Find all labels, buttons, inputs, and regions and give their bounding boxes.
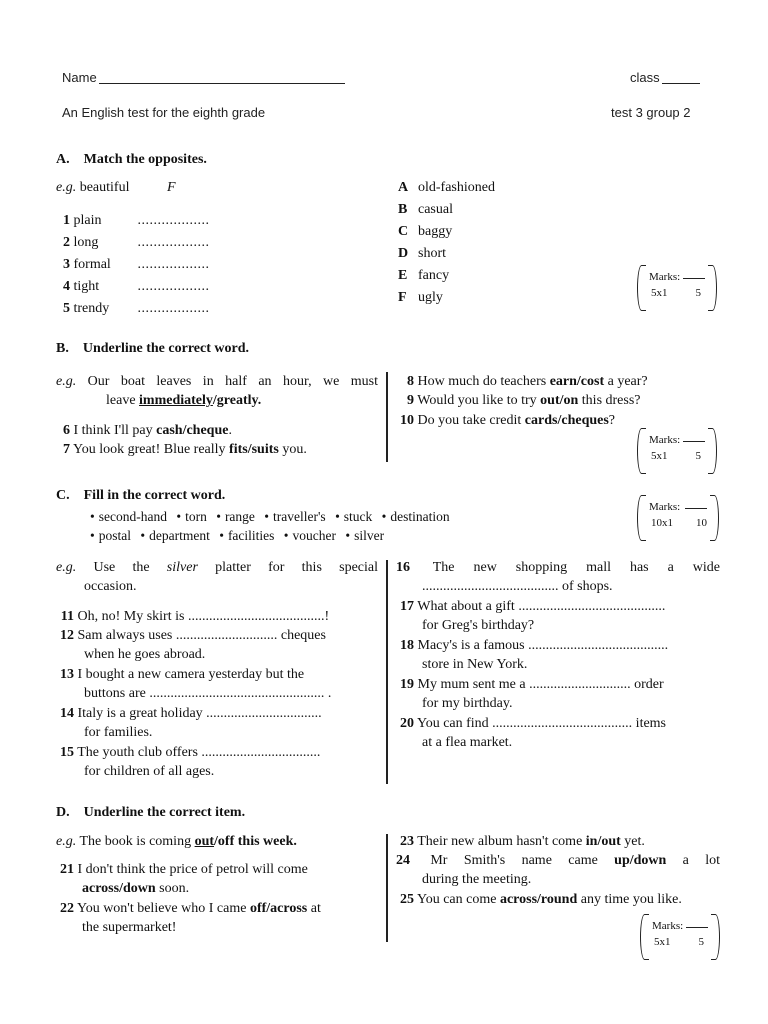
example-word: beautiful xyxy=(79,180,130,195)
question-text: soon. xyxy=(155,881,190,896)
question-20 xyxy=(396,714,720,752)
question-24 xyxy=(396,851,720,889)
question-text[interactable]: Italy is a great holiday ................................. xyxy=(77,706,322,721)
item-number: 1 xyxy=(63,213,70,228)
item-number: 16 xyxy=(396,560,410,575)
item-number: 10 xyxy=(400,413,414,428)
option-item xyxy=(398,265,495,287)
section-b-example xyxy=(56,372,378,410)
left-bracket xyxy=(637,428,646,474)
question-text[interactable]: You can find ........................................ items xyxy=(416,716,667,731)
question-text[interactable]: Sam always uses ............................. cheques xyxy=(77,628,326,643)
question-25 xyxy=(396,890,726,909)
question-text[interactable]: Oh, no! My skirt is .......................................! xyxy=(77,609,330,624)
option-word: ugly xyxy=(418,290,443,305)
question-text: I don't think the price of petrol will come xyxy=(77,862,308,877)
option-item xyxy=(398,287,495,309)
marks-formula: 5x1 xyxy=(654,936,671,948)
question-text: ? xyxy=(608,413,616,428)
question-18 xyxy=(396,636,720,674)
question-text: store in New York. xyxy=(422,657,528,672)
marks-total: 10 xyxy=(696,517,707,529)
word-choice[interactable]: cards/cheques xyxy=(524,413,609,428)
question-text: I bought a new camera yesterday but the xyxy=(77,667,305,682)
marks-label: Marks: xyxy=(652,920,684,932)
answer-blank[interactable]: .................. xyxy=(137,279,210,294)
section-letter: A. xyxy=(56,152,70,167)
section-a-options xyxy=(398,177,495,309)
word-choice[interactable]: out/on xyxy=(540,393,579,408)
marks-formula: 5x1 xyxy=(651,287,668,299)
column-divider xyxy=(386,560,388,784)
option-letter: B xyxy=(398,202,408,217)
question-10 xyxy=(396,411,615,430)
item-number: 17 xyxy=(400,599,414,614)
section-title: Underline the correct item. xyxy=(83,805,246,820)
right-bracket xyxy=(710,495,719,541)
question-text: I think I'll pay xyxy=(73,423,157,438)
question-text[interactable]: buttons are .................................................. . xyxy=(84,686,332,701)
section-letter: B. xyxy=(56,341,69,356)
option-item xyxy=(398,243,495,265)
item-number: 13 xyxy=(60,667,74,682)
name-field[interactable] xyxy=(62,70,345,85)
question-7 xyxy=(56,440,307,459)
question-23 xyxy=(396,832,720,851)
eg-label: e.g. xyxy=(56,374,77,389)
option-word: baggy xyxy=(418,224,453,239)
item-number: 23 xyxy=(400,834,414,849)
word-choice[interactable]: across/down xyxy=(82,881,156,896)
example-text: /greatly. xyxy=(212,393,262,408)
class-field[interactable] xyxy=(630,70,700,85)
question-text[interactable]: ....................................... of shops. xyxy=(422,579,613,594)
item-number: 12 xyxy=(60,628,74,643)
item-number: 18 xyxy=(400,638,414,653)
word-bank-row-2 xyxy=(90,526,390,545)
section-d-example xyxy=(56,832,297,851)
item-number: 11 xyxy=(60,609,74,624)
item-number: 14 xyxy=(60,706,74,721)
item-number: 7 xyxy=(63,442,70,457)
eg-label: e.g. xyxy=(56,180,77,195)
class-label: class xyxy=(630,70,660,85)
example-answer: F xyxy=(166,180,176,195)
left-bracket xyxy=(637,495,646,541)
marks-label: Marks: xyxy=(649,501,681,513)
eg-label: e.g. xyxy=(56,834,77,849)
marks-total: 5 xyxy=(695,287,701,299)
section-letter: C. xyxy=(56,488,70,503)
example-text: /off this week. xyxy=(214,834,297,849)
question-text: . xyxy=(228,423,232,438)
question-text: during the meeting. xyxy=(422,872,532,887)
option-letter: E xyxy=(398,268,408,283)
eg-label: e.g. xyxy=(56,560,77,575)
question-14 xyxy=(56,704,378,742)
marks-score-line[interactable] xyxy=(686,927,708,928)
question-text: the supermarket! xyxy=(82,920,177,935)
option-item xyxy=(398,177,495,199)
marks-formula: 10x1 xyxy=(651,517,673,529)
item-number: 8 xyxy=(407,374,414,389)
question-text[interactable]: Macy's is a famous ........................................ xyxy=(417,638,669,653)
question-text: You look great! Blue really xyxy=(72,442,230,457)
answer-blank[interactable]: .................. xyxy=(137,235,210,250)
list-item xyxy=(56,210,210,232)
marks-box xyxy=(637,428,717,472)
marks-label: Marks: xyxy=(649,434,681,446)
question-text: at a flea market. xyxy=(422,735,513,750)
question-text[interactable]: My mum sent me a ............................. order xyxy=(417,677,664,692)
word-bank-row-1 xyxy=(90,507,456,526)
section-c-example xyxy=(56,558,378,596)
option-letter: A xyxy=(398,180,409,195)
example-line xyxy=(56,391,378,410)
example-text: The book is coming xyxy=(79,834,195,849)
column-divider xyxy=(386,372,388,462)
right-bracket xyxy=(711,914,720,960)
question-21 xyxy=(56,860,378,898)
item-number: 25 xyxy=(400,892,414,907)
question-text[interactable]: The youth club offers .................................. xyxy=(77,745,321,760)
question-6 xyxy=(56,421,232,440)
option-letter: F xyxy=(398,290,407,305)
test-subtitle: An English test for the eighth grade xyxy=(62,105,266,120)
item-word: plain xyxy=(73,213,102,228)
item-word: tight xyxy=(73,279,100,294)
word-bank-item: • range xyxy=(216,507,255,526)
word-bank-item: • stuck xyxy=(335,507,372,526)
marks-label: Marks: xyxy=(649,271,681,283)
marks-formula: 5x1 xyxy=(651,450,668,462)
word-choice[interactable]: off/across xyxy=(249,901,308,916)
item-number: 6 xyxy=(63,423,70,438)
question-text: for families. xyxy=(84,725,153,740)
section-title: Underline the correct word. xyxy=(82,341,249,356)
section-letter: D. xyxy=(56,805,70,820)
question-text: at xyxy=(307,901,321,916)
item-number: 20 xyxy=(400,716,414,731)
class-line xyxy=(662,83,700,84)
question-text: for Greg's birthday? xyxy=(422,618,535,633)
name-label: Name xyxy=(62,70,97,85)
marks-score-line[interactable] xyxy=(683,441,705,442)
right-bracket xyxy=(708,265,717,311)
section-d-heading xyxy=(56,805,245,821)
list-item xyxy=(56,232,210,254)
option-word: casual xyxy=(418,202,453,217)
word-choice[interactable]: cash/cheque xyxy=(156,423,229,438)
example-answer: silver xyxy=(166,560,198,575)
word-bank-item: • destination xyxy=(382,507,450,526)
left-bracket xyxy=(640,914,649,960)
word-choice[interactable]: fits/suits xyxy=(229,442,279,457)
list-item xyxy=(56,254,210,276)
item-number: 3 xyxy=(63,257,70,272)
answer-blank[interactable]: .................. xyxy=(137,301,210,316)
answer-blank[interactable]: .................. xyxy=(137,257,210,272)
question-text[interactable]: What about a gift .......................................... xyxy=(417,599,666,614)
section-a-items xyxy=(56,210,210,320)
example-text: Use the xyxy=(93,560,167,575)
word-bank-item: • department xyxy=(140,526,209,545)
word-bank-item: • postal xyxy=(90,526,131,545)
word-choice[interactable]: across/round xyxy=(499,892,578,907)
question-text: a lot xyxy=(666,853,721,868)
item-number: 22 xyxy=(60,901,74,916)
item-number: 9 xyxy=(407,393,414,408)
word-bank-item: • second-hand xyxy=(90,507,167,526)
example-line xyxy=(56,372,378,391)
question-11 xyxy=(56,607,378,626)
example-text: Our boat leaves in half an hour, we must xyxy=(87,374,378,389)
item-number: 5 xyxy=(63,301,70,316)
question-12 xyxy=(56,626,378,664)
question-9 xyxy=(396,391,641,410)
item-number: 15 xyxy=(60,745,74,760)
example-line: occasion. xyxy=(84,579,137,594)
underlined-answer: out xyxy=(194,834,215,849)
question-text: Do you take credit xyxy=(417,413,525,428)
option-letter: D xyxy=(398,246,409,261)
question-16 xyxy=(396,558,720,596)
word-bank-item: • voucher xyxy=(284,526,336,545)
word-bank-item: • silver xyxy=(345,526,384,545)
question-text: you. xyxy=(278,442,307,457)
word-bank-item: • torn xyxy=(176,507,206,526)
question-text: How much do teachers xyxy=(417,374,550,389)
option-word: old-fashioned xyxy=(418,180,495,195)
item-number: 19 xyxy=(400,677,414,692)
answer-blank[interactable]: .................. xyxy=(137,213,210,228)
name-line xyxy=(99,83,345,84)
list-item xyxy=(56,298,210,320)
item-word: long xyxy=(73,235,99,250)
marks-box xyxy=(637,495,719,539)
question-text: for children of all ages. xyxy=(84,764,215,779)
item-number: 2 xyxy=(63,235,70,250)
question-text: Their new album hasn't come xyxy=(417,834,586,849)
word-bank-item: • facilities xyxy=(219,526,274,545)
section-b-heading xyxy=(56,341,249,357)
option-word: fancy xyxy=(418,268,450,283)
example-text: leave xyxy=(106,393,140,408)
question-text: this dress? xyxy=(578,393,641,408)
question-text: when he goes abroad. xyxy=(84,647,206,662)
section-c-heading xyxy=(56,488,225,504)
right-bracket xyxy=(708,428,717,474)
section-title: Match the opposites. xyxy=(83,152,207,167)
question-15 xyxy=(56,743,378,781)
word-choice[interactable]: in/out xyxy=(585,834,621,849)
option-item xyxy=(398,221,495,243)
word-bank-item: • traveller's xyxy=(264,507,325,526)
question-text: for my birthday. xyxy=(422,696,513,711)
question-8 xyxy=(396,372,648,391)
question-text: You can come xyxy=(416,892,500,907)
question-text: a year? xyxy=(604,374,648,389)
marks-total: 5 xyxy=(695,450,701,462)
marks-total: 5 xyxy=(698,936,704,948)
item-word: formal xyxy=(73,257,111,272)
option-word: short xyxy=(418,246,446,261)
example-line xyxy=(56,558,378,577)
marks-score-line[interactable] xyxy=(683,278,705,279)
item-number: 4 xyxy=(63,279,70,294)
question-text: Would you like to try xyxy=(417,393,541,408)
question-13 xyxy=(56,665,378,703)
word-choice[interactable]: up/down xyxy=(614,853,667,868)
item-word: trendy xyxy=(73,301,110,316)
item-number: 24 xyxy=(396,853,410,868)
marks-score-line[interactable] xyxy=(685,508,707,509)
option-letter: C xyxy=(398,224,409,239)
marks-box xyxy=(640,914,720,958)
question-text: yet. xyxy=(620,834,645,849)
section-a-example xyxy=(56,178,176,197)
word-choice[interactable]: earn/cost xyxy=(549,374,605,389)
left-bracket xyxy=(637,265,646,311)
question-17 xyxy=(396,597,720,635)
question-text: You won't believe who I came xyxy=(76,901,250,916)
item-number: 21 xyxy=(60,862,74,877)
question-text: The new shopping mall has a wide xyxy=(432,560,721,575)
column-divider xyxy=(386,834,388,942)
list-item xyxy=(56,276,210,298)
question-text: any time you like. xyxy=(577,892,682,907)
question-text: Mr Smith's name came xyxy=(430,853,615,868)
test-group: test 3 group 2 xyxy=(611,105,691,120)
marks-box xyxy=(637,265,717,309)
option-item xyxy=(398,199,495,221)
section-a-heading xyxy=(56,152,207,168)
example-text: platter for this special xyxy=(197,560,378,575)
question-22 xyxy=(56,899,378,937)
question-19 xyxy=(396,675,720,713)
underlined-answer: immediately xyxy=(139,393,213,408)
section-title: Fill in the correct word. xyxy=(83,488,226,503)
